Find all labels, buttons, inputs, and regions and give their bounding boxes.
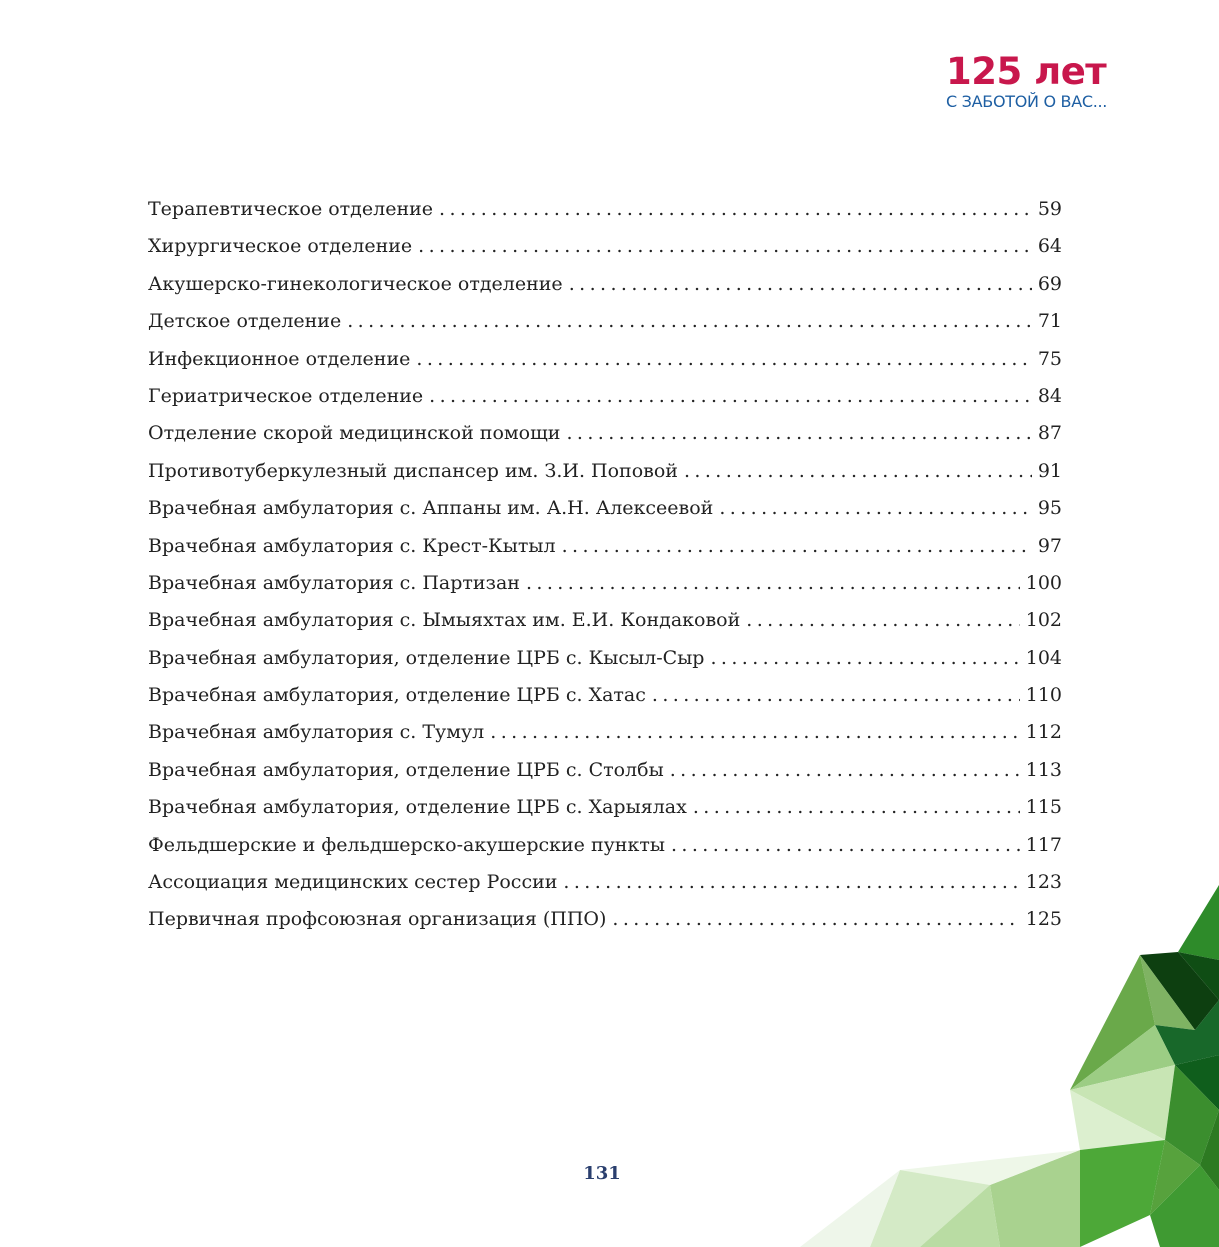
toc-item[interactable] [148, 721, 1062, 758]
toc-item-title: Противотуберкулезный диспансер им. З.И. Поповой [148, 459, 678, 482]
toc-item-leader [563, 871, 1019, 893]
toc-item[interactable] [148, 535, 1062, 572]
toc-item[interactable] [148, 460, 1062, 497]
toc-item-leader [526, 572, 1020, 594]
toc-item-title: Врачебная амбулатория, отделение ЦРБ с. Кысыл-Сыр [148, 646, 705, 669]
toc-item[interactable] [148, 871, 1062, 908]
toc-item-page: 95 [1037, 497, 1062, 520]
toc-item-page: 123 [1025, 871, 1062, 894]
toc-item-leader [416, 348, 1031, 370]
toc-item-title: Фельдшерские и фельдшерско-акушерские пункты [148, 833, 665, 856]
toc-item-leader [429, 385, 1032, 407]
toc-item-page: 97 [1037, 534, 1062, 557]
toc-item-page: 84 [1037, 384, 1062, 407]
toc-item[interactable] [148, 684, 1062, 721]
toc-item-leader [612, 908, 1019, 930]
toc-item-page: 91 [1037, 459, 1062, 482]
toc-item[interactable] [148, 609, 1062, 646]
toc-item[interactable] [148, 759, 1062, 796]
toc-item-page: 102 [1025, 609, 1062, 632]
toc-item-leader [439, 198, 1032, 220]
toc-item-page: 104 [1025, 646, 1062, 669]
toc-item[interactable] [148, 647, 1062, 684]
toc-item-title: Врачебная амбулатория с. Партизан [148, 571, 520, 594]
toc-item-leader [671, 834, 1020, 856]
toc-item-leader [684, 460, 1032, 482]
toc-item[interactable] [148, 310, 1062, 347]
toc-item-page: 75 [1037, 347, 1062, 370]
toc-item-title: Акушерско-гинекологическое отделение [148, 272, 563, 295]
toc-item-title: Врачебная амбулатория с. Аппаны им. А.Н. Алексеевой [148, 497, 714, 520]
toc-item[interactable] [148, 796, 1062, 833]
toc-item[interactable] [148, 834, 1062, 871]
toc-item[interactable] [148, 348, 1062, 385]
toc-item-title: Врачебная амбулатория, отделение ЦРБ с. Хатас [148, 684, 646, 707]
toc-item[interactable] [148, 385, 1062, 422]
brand-title: 125 лет [946, 50, 1107, 93]
toc-item-title: Инфекционное отделение [148, 347, 411, 370]
toc-item-title: Первичная профсоюзная организация (ППО) [148, 908, 607, 931]
toc-item-title: Врачебная амбулатория с. Тумул [148, 721, 485, 744]
toc-item-page: 71 [1037, 310, 1062, 333]
toc-item-leader [693, 796, 1020, 818]
toc-item-page: 117 [1025, 833, 1062, 856]
toc-item-leader [418, 235, 1032, 257]
toc-item-leader [566, 422, 1031, 444]
toc-item-leader [710, 647, 1019, 669]
toc-item-title: Гериатрическое отделение [148, 384, 424, 407]
toc-item-leader [746, 609, 1019, 631]
toc-item-title: Терапевтическое отделение [148, 198, 434, 220]
toc-item-page: 69 [1037, 272, 1062, 295]
toc-item-page: 112 [1025, 721, 1062, 744]
toc-item-page: 64 [1037, 235, 1062, 258]
toc-item-page: 87 [1037, 422, 1062, 445]
toc-item-leader [562, 535, 1032, 557]
toc-item-page: 110 [1025, 684, 1062, 707]
toc-item-title: Хирургическое отделение [148, 235, 413, 258]
toc-item-page: 125 [1025, 908, 1062, 931]
toc-item-title: Детское отделение [148, 310, 342, 333]
table-of-contents [148, 198, 1062, 946]
toc-item-leader [347, 310, 1032, 332]
toc-item[interactable] [148, 273, 1062, 310]
toc-item-leader [670, 759, 1020, 781]
toc-item-page: 100 [1025, 571, 1062, 594]
toc-item-leader [719, 497, 1031, 519]
toc-item[interactable] [148, 497, 1062, 534]
toc-item[interactable] [148, 572, 1062, 609]
toc-item-leader [652, 684, 1020, 706]
toc-item[interactable] [148, 908, 1062, 945]
toc-item-page: 59 [1037, 198, 1062, 220]
toc-item-page: 115 [1025, 796, 1062, 819]
toc-item[interactable] [148, 235, 1062, 272]
toc-item[interactable] [148, 422, 1062, 459]
toc-item-title: Врачебная амбулатория, отделение ЦРБ с. Столбы [148, 758, 664, 781]
brand-subtitle: С ЗАБОТОЙ О ВАС... [946, 92, 1108, 111]
toc-item-leader [569, 273, 1032, 295]
toc-item-title: Врачебная амбулатория с. Крест-Кытыл [148, 534, 556, 557]
header-brand [946, 52, 1146, 112]
page-number: 131 [583, 1163, 621, 1184]
toc-item-title: Врачебная амбулатория с. Ымыяхтах им. Е.И. Кондаковой [148, 609, 741, 632]
toc-item-title: Врачебная амбулатория, отделение ЦРБ с. Харыялах [148, 796, 687, 819]
toc-item-leader [490, 721, 1019, 743]
toc-item-title: Отделение скорой медицинской помощи [148, 422, 561, 445]
toc-item-title: Ассоциация медицинских сестер России [148, 871, 558, 894]
toc-item-page: 113 [1025, 758, 1062, 781]
toc-item[interactable] [148, 198, 1062, 235]
